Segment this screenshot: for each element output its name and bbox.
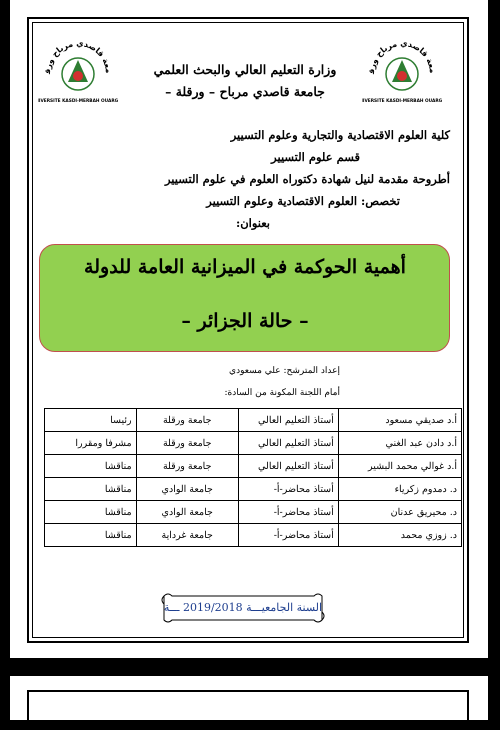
logo-latin-text: IVERSITE KASDI-MERBAH OUARG [362,99,442,104]
next-page-border [27,690,469,730]
specialty: تخصص: العلوم الاقتصادية وعلوم التسيير [206,194,400,208]
jury-row [45,409,462,432]
jury-row [45,501,462,524]
under-title-label: بعنوان: [235,216,270,230]
jury-member-role: مناقشا [45,455,137,478]
jury-member-name: د. محيريق عدنان [338,501,461,524]
jury-member-rank: أستاذ محاضر-أ- [238,478,338,501]
candidate-name: إعداد المترشح: علي مسعودي [229,366,340,376]
logo-latin-text: IVERSITE KASDI-MERBAH OUARG [38,99,118,104]
jury-member-university: جامعة غرداية [136,524,238,547]
jury-member-university: جامعة ورقلة [136,455,238,478]
jury-member-name: د. دمدوم زكرياء [338,478,461,501]
jury-row [45,432,462,455]
next-page [10,676,488,720]
jury-member-university: جامعة الوادي [136,478,238,501]
department-name: قسم علوم التسيير [271,150,360,164]
thesis-subtitle: – حالة الجزائر – [181,310,309,332]
logo-arabic-text: معة قاصدي مرباح ورق [366,38,438,75]
thesis-title: أهمية الحوكمة في الميزانية العامة للدولة [84,256,406,278]
jury-member-role: مناقشا [45,478,137,501]
university-name: جامعة قاصدي مرباح – ورقلة – [165,84,325,99]
jury-member-name: د. زوزي محمد [338,524,461,547]
jury-member-rank: أستاذ التعليم العالي [238,455,338,478]
ministry-name: وزارة التعليم العالي والبحث العلمي [153,62,337,77]
jury-row [45,524,462,547]
thesis-description: أطروحة مقدمة لنيل شهادة دكتوراه العلوم في علوم التسيير [164,172,450,186]
jury-member-name: أ.د غوالي محمد البشير [338,455,461,478]
jury-table [44,408,462,547]
jury-member-university: جامعة ورقلة [136,432,238,455]
jury-row [45,455,462,478]
jury-member-university: جامعة الوادي [136,501,238,524]
logo-arabic-text: معة قاصدي مرباح ورق [42,38,114,75]
jury-member-rank: أستاذ التعليم العالي [238,432,338,455]
cover-page [10,0,488,658]
jury-member-name: أ.د دادن عبد الغني [338,432,461,455]
jury-member-role: رئيسا [45,409,137,432]
jury-member-rank: أستاذ التعليم العالي [238,409,338,432]
committee-label: أمام اللجنة المكونة من السادة: [224,388,340,398]
jury-member-role: مناقشا [45,524,137,547]
jury-row [45,478,462,501]
faculty-name: كلية العلوم الاقتصادية والتجارية وعلوم التسيير [230,128,450,142]
university-seal-icon [38,32,118,112]
academic-year: السنة الجامعيـــة 2019/2018 ـــة [163,601,323,614]
jury-member-role: مشرفا ومقررا [45,432,137,455]
jury-member-role: مناقشا [45,501,137,524]
jury-member-name: أ.د صديقي مسعود [338,409,461,432]
jury-member-rank: أستاذ محاضر-أ- [238,524,338,547]
jury-member-university: جامعة ورقلة [136,409,238,432]
university-seal-icon [362,32,442,112]
jury-member-rank: أستاذ محاضر-أ- [238,501,338,524]
